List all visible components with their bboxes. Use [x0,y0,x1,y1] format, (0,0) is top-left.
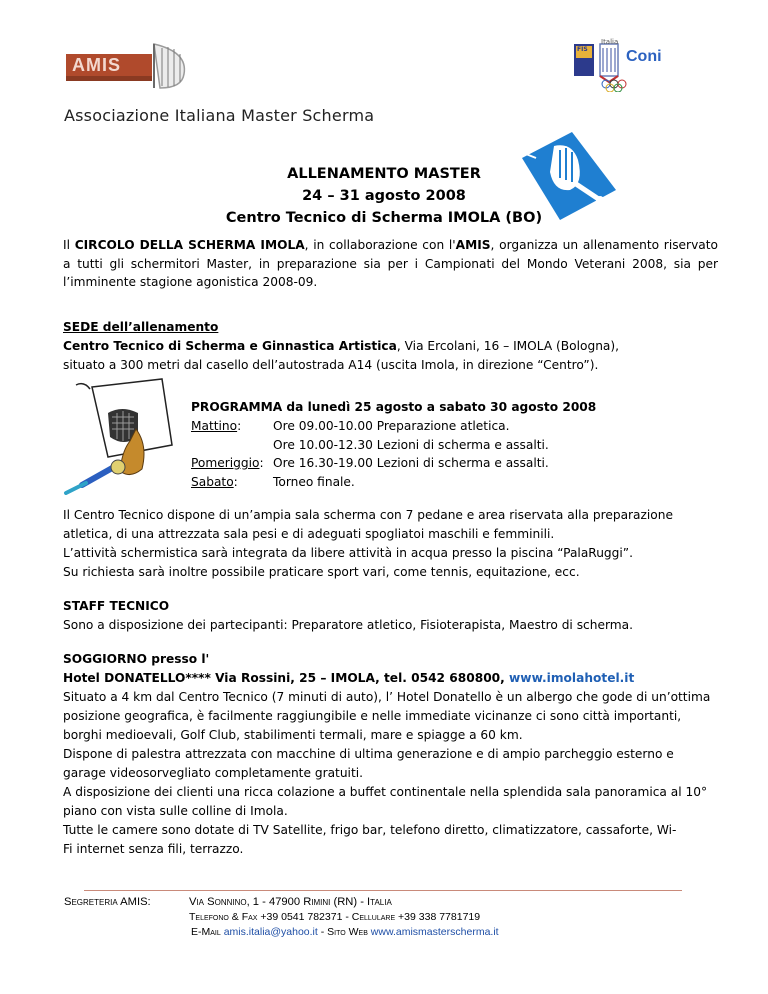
intro-text-2: , in collaborazione con l' [304,238,456,252]
programma-label-mattino: Mattino [191,419,238,433]
association-name: Associazione Italiana Master Scherma [64,106,375,125]
soggiorno-line: Tutte le camere sono dotate di TV Satellite, frigo bar, telefono diretto, climatizzatore, cassaforte, Wi- [63,823,677,837]
soggiorno-line: Dispone di palestra attrezzata con macchine di ultima generazione e di ampio parcheggio esterno e [63,747,674,761]
programma-label-sabato: Sabato [191,474,234,489]
programma-heading: PROGRAMMA da lunedì 25 agosto a sabato 30 agosto 2008 [191,400,597,414]
intro-text-3: , organizza un allenamento riservato a tutti gli schermitori Master, in preparazione sia per i Campionati del Mondo Veterani 2008, sia per l’imminente stagione agonistica 2008-09. [63,238,718,290]
programma-text: Torneo finale. [273,474,355,489]
email-link[interactable]: amis.italia@yahoo.it [223,926,318,938]
italia-label: Italia [601,38,619,46]
programma-sep: : [233,474,238,489]
programma-label-pomeriggio: Pomeriggio [191,456,260,471]
centro-line-3: L’attività schermistica sarà integrata da libere attività in acqua presso la piscina “PalaRuggi”. [63,546,633,560]
programma-text: Ore 10.00-12.30 Lezioni di scherma e assalti. [273,437,549,452]
title-line-3: Centro Tecnico di Scherma IMOLA (BO) [225,210,543,226]
soggiorno-line: posizione geografica, è facilmente raggiungibile e nelle immediate vicinanze ci sono città importanti, [63,709,682,723]
email-label: E-Mail [191,926,221,938]
intro-amis: AMIS [455,238,491,252]
soggiorno-line: garage videosorvegliato completamente gratuiti. [63,766,363,780]
soggiorno-line: Situato a 4 km dal Centro Tecnico (7 minuti di auto), l’ Hotel Donatello è un albergo che gode di un’ottima [63,690,711,704]
fis-label: FIS [577,46,588,53]
centro-line-2: atletica, di una attrezzata sala pesi e di adeguati spogliatoi maschili e femminili. [63,527,555,541]
soggiorno-heading: SOGGIORNO presso l' [63,652,210,666]
intro-text-1: Il [63,238,75,252]
footer-sep: - [320,926,328,938]
intro-paragraph [63,236,718,292]
coni-label: Coni [626,48,662,65]
sede-name: Centro Tecnico di Scherma e Ginnastica Artistica [63,339,397,353]
soggiorno-line: A disposizione dei clienti una ricca colazione a buffet continentale nella splendida sala panoramica al 10° [63,785,708,799]
staff-text: Sono a disposizione dei partecipanti: Preparatore atletico, Fisioterapista, Maestro di scherma. [63,618,633,632]
hotel-name: Hotel DONATELLO**** Via Rossini, 25 – IMOLA, tel. 0542 680800, [63,671,510,685]
sede-line-1 [63,337,718,356]
programma-sep: : [259,456,264,471]
footer-phones: Telefono & Fax +39 0541 782371 - Cellulare +39 338 7781719 [189,911,481,923]
fencer-cartoon-icon [62,375,180,495]
sede-line-2: situato a 300 metri dal casello dell’autostrada A14 (uscita Imola, in direzione “Centro”). [63,358,599,372]
programma-rows [191,417,611,491]
staff-heading: STAFF TECNICO [63,599,170,613]
programma-text: Ore 16.30-19.00 Lezioni di scherma e assalti. [273,456,549,471]
title-line-1: ALLENAMENTO MASTER [287,166,481,182]
soggiorno-line: piano con vista sulle colline di Imola. [63,804,288,818]
programma-row [191,436,611,455]
programma-text: Ore 09.00-10.00 Preparazione atletica. [273,419,510,433]
sede-address: , Via Ercolani, 16 – IMOLA (Bologna), [396,339,620,353]
fencer-cartoon [62,375,180,495]
hotel-link[interactable]: www.imolahotel.it [509,671,635,685]
footer-address: Via Sonnino, 1 - 47900 Rimini (RN) - Italia [189,896,392,908]
web-label: Sito Web [327,926,368,938]
footer-contacts [191,925,499,940]
soggiorno-hotel [63,669,718,688]
soggiorno-line: borghi medioevali, Golf Club, stabilimenti termali, mare e spiagge a 60 km. [63,728,523,742]
intro-org: CIRCOLO DELLA SCHERMA IMOLA [74,238,305,252]
amis-logo [64,38,192,92]
programma-row [191,473,611,492]
sede-heading: SEDE dell’allenamento [63,320,219,334]
programma-row [191,454,611,473]
footer-divider [84,890,682,891]
centro-line-4: Su richiesta sarà inoltre possibile praticare sport vari, come tennis, equitazione, ecc. [63,565,580,579]
footer-label: Segreteria AMIS: [64,896,151,908]
soggiorno-line: Fi internet senza fili, terrazzo. [63,842,244,856]
web-link[interactable]: www.amismasterscherma.it [370,926,499,938]
centro-line-1: Il Centro Tecnico dispone di un’ampia sala scherma con 7 pedane e area riservata alla preparazione [63,508,673,522]
amis-logo-text: AMIS [72,55,121,75]
programma-row [191,417,611,436]
title-line-2: 24 – 31 agosto 2008 [302,188,466,204]
programma-sep: : [237,419,242,433]
fis-coni-logos [572,38,676,92]
